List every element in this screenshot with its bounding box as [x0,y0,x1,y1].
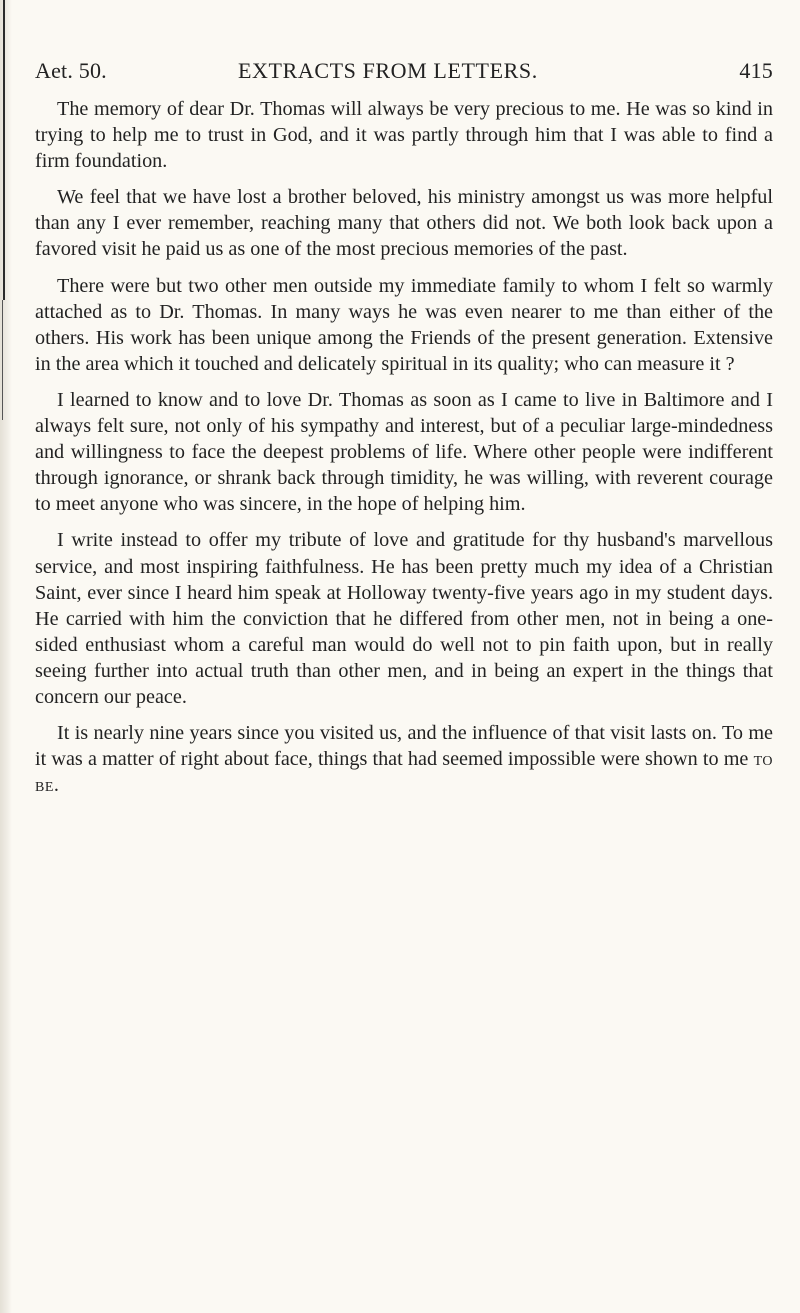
body-text [35,96,773,808]
catchword: to be. [35,748,773,797]
paragraph: We feel that we have lost a brother beloved, his ministry amongst us was more helpful than any I ever remember, reaching many that others did not. We both look back upon a favored visit he paid us as one of the most precious memories of the past. [35,186,773,261]
running-head-title: EXTRACTS FROM LETTERS. [238,58,538,83]
running-head-age: Aet. 50. [35,58,107,83]
paragraph-last-text: It is nearly nine years since you visited us, and the influence of that visit lasts on. To me it was a matter of right about face, things that had seemed impossible were shown to me [35,722,773,771]
running-head [35,58,773,88]
binding-shadow-line [3,0,5,300]
paragraph: There were but two other men outside my immediate family to whom I felt so warmly attached as to Dr. Thomas. In many ways he was even nearer to me than either of the others. His work has been unique among the Friends of the present generation. Extensive in the area which it touched and delicately spiritual in its quality; who can measure it ? [35,274,773,375]
paragraph: I learned to know and to love Dr. Thomas as soon as I came to live in Baltimore and I always felt sure, not only of his sympathy and interest, but of a peculiar large-mindedness and willingness to face the deepest problems of life. Where other people were indifferent through ignorance, or shrank back through timidity, he was willing, with reverent courage to meet anyone who was sincere, in the hope of helping him. [35,388,773,516]
binding-shadow-line-lower [2,300,3,420]
page-binding-edge [0,0,12,1313]
paragraph: The memory of dear Dr. Thomas will always be very precious to me. He was so kind in trying to help me to trust in God, and it was partly through him that I was able to find a firm foundation. [35,98,773,173]
paragraph-last [35,720,773,798]
paragraph: I write instead to offer my tribute of love and gratitude for thy husband's marvellous service, and most inspiring faithfulness. He has been pretty much my idea of a Christian Saint, ever since I heard him speak at Holloway twenty-five years ago in my student days. He carried with him the conviction that he differed from other men, not in being a one-sided enthusiast whom a careful man would do well not to pin faith upon, but in really seeing further into actual truth than other men, and in being an expert in the things that concern our peace. [35,529,773,708]
page-number: 415 [739,58,773,83]
